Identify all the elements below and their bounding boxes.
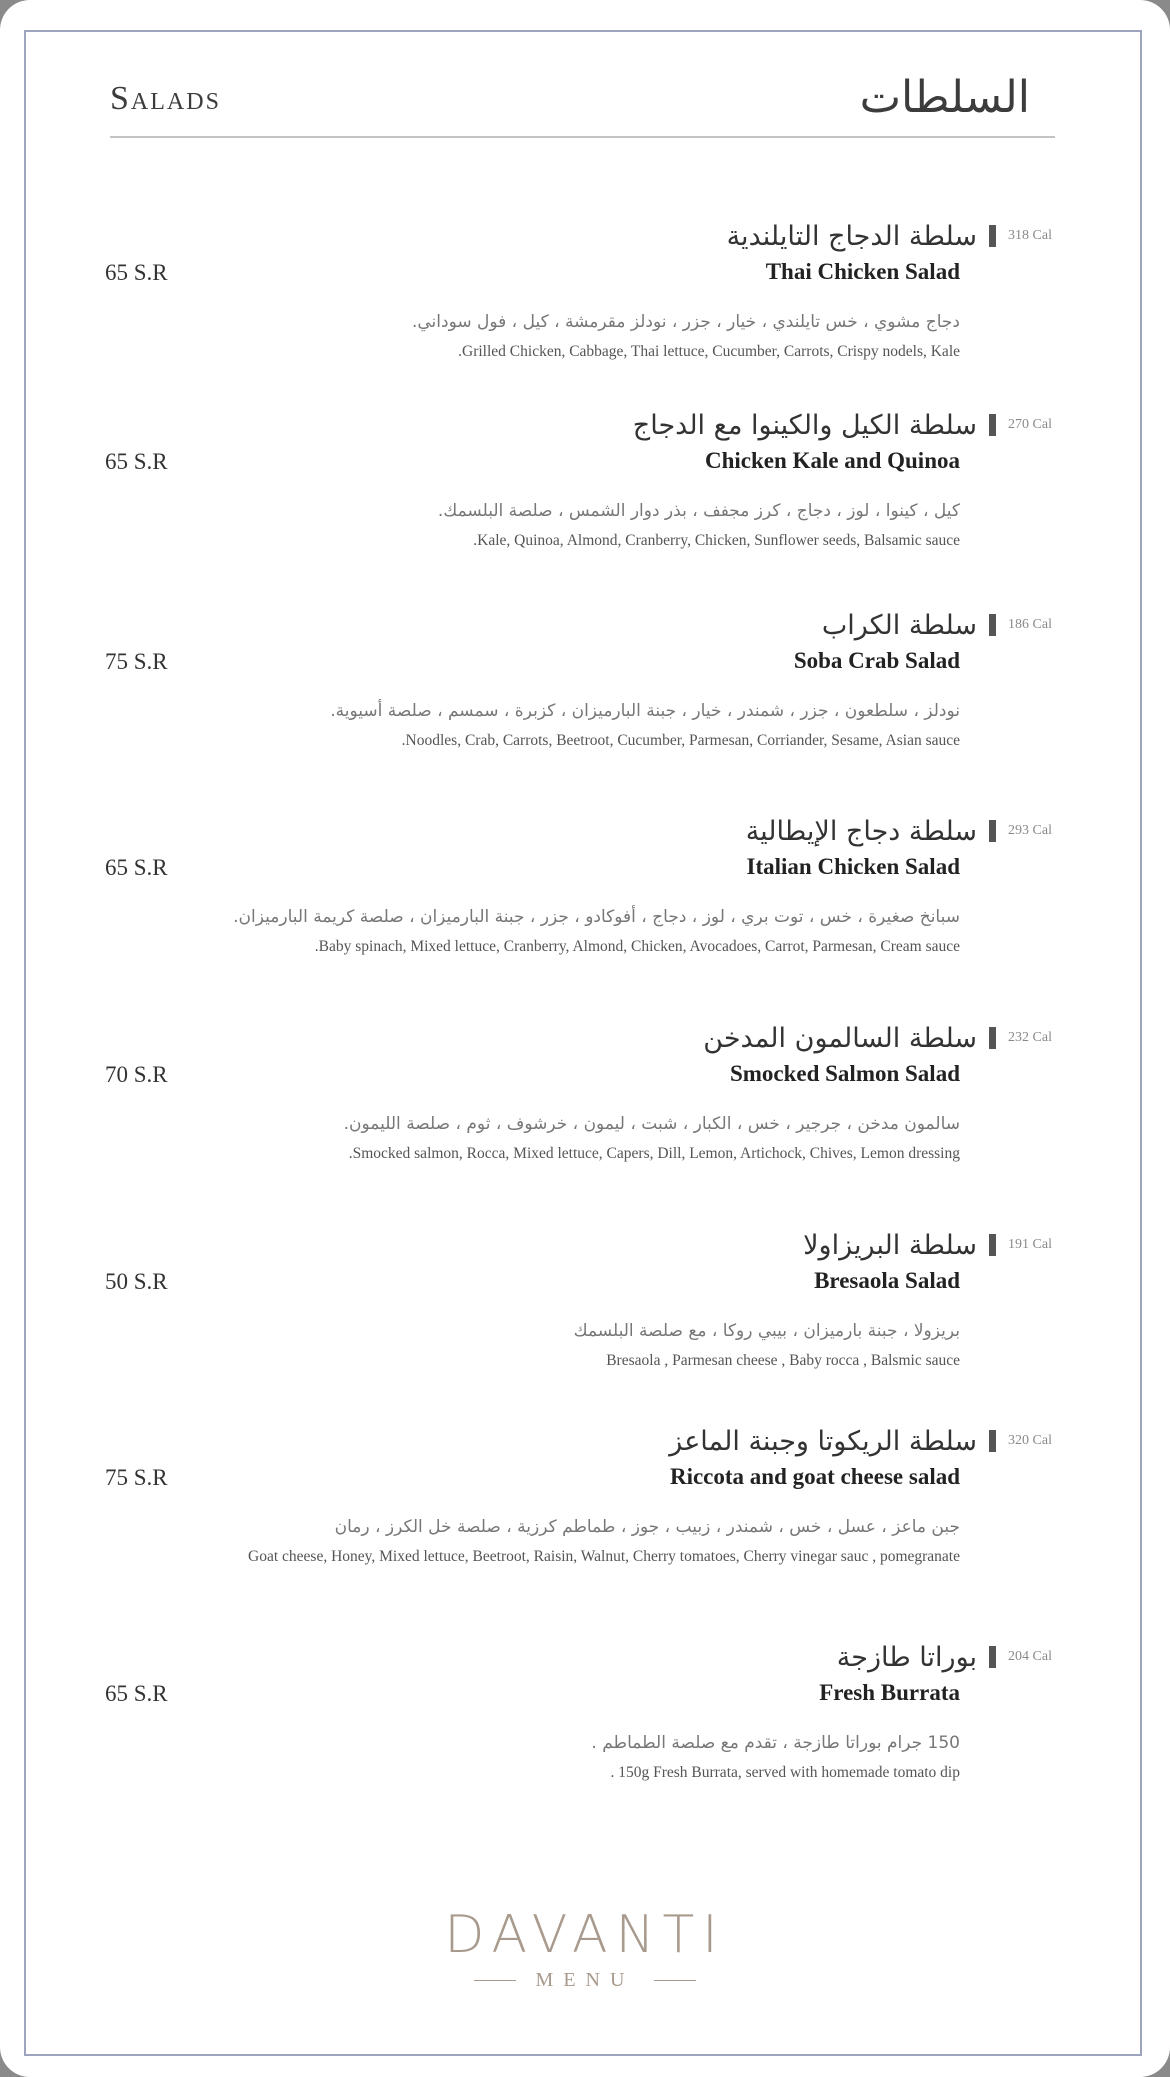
menu-item: [0, 1225, 1170, 1425]
item-description-en: .Baby spinach, Mixed lettuce, Cranberry, Almond, Chicken, Avocadoes, Carrot, Parmesan, Cream sauce: [314, 938, 960, 955]
item-price: 65 S.R: [105, 260, 168, 285]
brand-logo: [0, 1905, 1170, 1992]
item-name-ar: سلطة السالمون المدخن: [703, 1022, 978, 1054]
item-name-ar: سلطة الكراب: [821, 609, 978, 641]
logo-subline: [0, 1969, 1170, 1992]
item-name-en: Bresaola Salad: [814, 1268, 960, 1293]
item-description-ar: دجاج مشوي ، خس تايلندي ، خيار ، جزر ، نودلز مقرمشة ، كيل ، فول سوداني.: [411, 312, 960, 332]
menu-item: [0, 605, 1170, 805]
item-description-ar: بريزولا ، جبنة بارميزان ، بيبي روكا ، مع صلصة البلسمك: [573, 1321, 960, 1341]
item-price: 70 S.R: [105, 1062, 168, 1087]
item-name-ar: بوراتا طازجة: [836, 1641, 978, 1673]
item-name-ar: سلطة الكيل والكينوا مع الدجاج: [632, 409, 978, 441]
title-marker-bar: [989, 1646, 996, 1668]
item-calories: 320 Cal: [1008, 1433, 1052, 1448]
menu-item: [0, 1421, 1170, 1621]
item-name-en: Smocked Salmon Salad: [729, 1061, 960, 1086]
item-name-ar: سلطة دجاج الإيطالية: [745, 815, 978, 847]
item-description-en: .Grilled Chicken, Cabbage, Thai lettuce, Cucumber, Carrots, Crispy nodels, Kale: [458, 343, 960, 360]
item-price: 65 S.R: [105, 449, 168, 474]
item-title-row: [669, 1421, 1052, 1461]
item-description-ar: نودلز ، سلطعون ، جزر ، شمندر ، خيار ، جبنة البارميزان ، كزبرة ، سمسم ، صلصة أسيوية.: [330, 701, 960, 721]
menu-item: [0, 405, 1170, 605]
section-title-en: Salads: [110, 80, 221, 117]
item-title-row: [746, 811, 1052, 851]
logo-menu-text: MENU: [535, 1969, 635, 1991]
item-calories: 186 Cal: [1008, 617, 1052, 632]
item-price: 75 S.R: [105, 649, 168, 674]
menu-item: [0, 811, 1170, 1011]
menu-item: [0, 1018, 1170, 1218]
item-calories: 204 Cal: [1008, 1649, 1052, 1664]
item-description-en: .Kale, Quinoa, Almond, Cranberry, Chicken, Sunflower seeds, Balsamic sauce: [473, 532, 960, 549]
title-marker-bar: [989, 225, 996, 247]
item-name-ar: سلطة البريزاولا: [803, 1229, 978, 1261]
title-marker-bar: [989, 820, 996, 842]
item-title-row: [822, 605, 1052, 645]
item-calories: 318 Cal: [1008, 228, 1052, 243]
header-divider: [110, 136, 1055, 138]
item-title-row: [727, 216, 1052, 256]
logo-line-right: [654, 1980, 696, 1981]
logo-wordmark: DAVANTI: [444, 1905, 726, 1965]
item-description-en: .Smocked salmon, Rocca, Mixed lettuce, Capers, Dill, Lemon, Artichock, Chives, Lemon dressing: [348, 1145, 960, 1162]
menu-item: [0, 216, 1170, 416]
title-marker-bar: [989, 414, 996, 436]
item-title-row: [633, 405, 1052, 445]
item-calories: 293 Cal: [1008, 823, 1052, 838]
item-name-en: Italian Chicken Salad: [746, 854, 960, 879]
item-description-en: .Noodles, Crab, Carrots, Beetroot, Cucumber, Parmesan, Corriander, Sesame, Asian sauce: [401, 732, 960, 749]
item-description-en: . 150g Fresh Burrata, served with homemade tomato dip: [610, 1764, 960, 1781]
item-description-en: Bresaola , Parmesan cheese , Baby rocca , Balsmic sauce: [606, 1352, 960, 1369]
item-name-en: Soba Crab Salad: [793, 648, 960, 673]
item-name-en: Chicken Kale and Quinoa: [705, 448, 960, 473]
item-name-ar: سلطة الدجاج التايلندية: [726, 220, 978, 252]
item-title-row: [803, 1225, 1052, 1265]
item-name-ar: سلطة الريكوتا وجبنة الماعز: [669, 1425, 978, 1457]
item-description-ar: كيل ، كينوا ، لوز ، دجاج ، كرز مجفف ، بذر دوار الشمس ، صلصة البلسمك.: [437, 501, 960, 521]
item-calories: 232 Cal: [1008, 1030, 1052, 1045]
logo-line-left: [474, 1980, 516, 1981]
item-description-en: Goat cheese, Honey, Mixed lettuce, Beetroot, Raisin, Walnut, Cherry tomatoes, Cherry vinegar sauc , pomegranate: [248, 1548, 960, 1565]
item-price: 50 S.R: [105, 1269, 168, 1294]
title-marker-bar: [989, 1430, 996, 1452]
item-calories: 191 Cal: [1008, 1237, 1052, 1252]
item-name-en: Thai Chicken Salad: [765, 259, 960, 284]
item-price: 65 S.R: [105, 855, 168, 880]
title-marker-bar: [989, 614, 996, 636]
item-price: 65 S.R: [105, 1681, 168, 1706]
item-calories: 270 Cal: [1008, 417, 1052, 432]
item-description-ar: سبانخ صغيرة ، خس ، توت بري ، لوز ، دجاج ، أفوكادو ، جزر ، جبنة البارميزان ، صلصة كريمة البارميزان.: [233, 907, 960, 927]
item-name-en: Riccota and goat cheese salad: [669, 1464, 960, 1489]
section-title-ar: السلطات: [859, 72, 1030, 123]
item-description-ar: سالمون مدخن ، جرجير ، خس ، الكبار ، شبت ، ليمون ، خرشوف ، ثوم ، صلصة الليمون.: [343, 1114, 960, 1134]
title-marker-bar: [989, 1027, 996, 1049]
menu-item: [0, 1637, 1170, 1837]
item-title-row: [837, 1637, 1052, 1677]
item-description-ar: 150 جرام بوراتا طازجة ، تقدم مع صلصة الطماطم .: [591, 1733, 960, 1753]
item-price: 75 S.R: [105, 1465, 168, 1490]
item-name-en: Fresh Burrata: [819, 1680, 960, 1705]
item-title-row: [703, 1018, 1052, 1058]
item-description-ar: جبن ماعز ، عسل ، خس ، شمندر ، زبيب ، جوز ، طماطم كرزية ، صلصة خل الكرز ، رمان: [334, 1517, 960, 1537]
title-marker-bar: [989, 1234, 996, 1256]
